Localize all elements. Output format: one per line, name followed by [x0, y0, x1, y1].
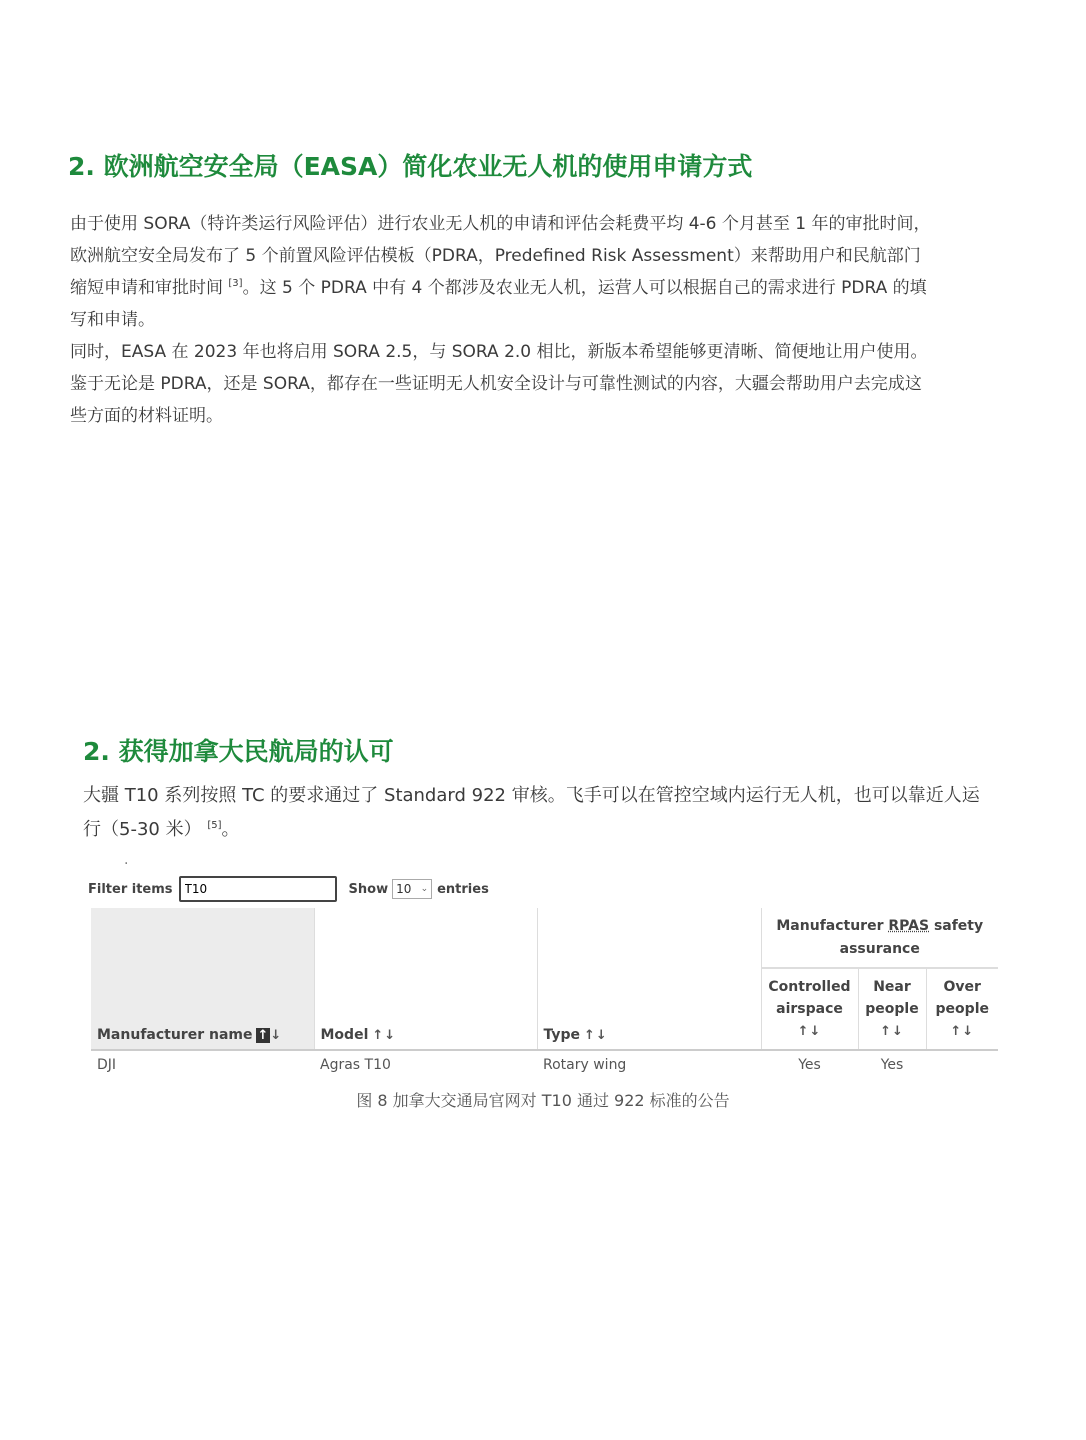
cell-over-people — [926, 1050, 998, 1077]
text-line: 些方面的材料证明。 — [70, 406, 223, 426]
text-line — [83, 813, 1013, 847]
text-line: 鉴于无论是 PDRA，还是 SORA，都存在一些证明无人机安全设计与可靠性测试的内容，大疆会帮助用户去完成这 — [70, 374, 922, 394]
column-label: Manufacturer name — [97, 1027, 253, 1043]
table-row — [91, 1050, 998, 1077]
text-line: 同时，EASA 在 2023 年也将启用 SORA 2.5，与 SORA 2.0 相比，新版本希望能够更清晰、简便地让用户使用。 — [70, 342, 928, 362]
sort-arrows-icon[interactable]: ↑↓ — [372, 1028, 397, 1043]
group-header-safety-assurance — [761, 908, 998, 968]
sort-arrows-icon[interactable]: ↑↓ — [950, 1024, 975, 1039]
entries-label: entries — [437, 881, 489, 897]
section-title-easa: 2. 欧洲航空安全局（EASA）简化农业无人机的使用申请方式 — [68, 152, 753, 181]
sort-arrows-icon[interactable]: ↑↓ — [257, 1028, 283, 1043]
group-label: safety — [933, 917, 984, 934]
text-fragment: 。这 5 个 PDRA 中有 4 个都涉及农业无人机，运营人可以根据自己的需求进行 PDRA 的填 — [242, 278, 927, 298]
stray-mark: · — [124, 856, 129, 872]
entries-select-value: 10 — [396, 882, 412, 896]
cell-controlled-airspace: Yes — [761, 1050, 858, 1077]
results-table — [91, 908, 998, 1077]
sort-arrows-icon[interactable]: ↑↓ — [584, 1028, 608, 1043]
section-title-canada: 2. 获得加拿大民航局的认可 — [83, 737, 394, 766]
sort-arrows-icon[interactable]: ↑↓ — [797, 1024, 822, 1039]
easa-paragraph — [70, 208, 990, 432]
text-line: 大疆 T10 系列按照 TC 的要求通过了 Standard 922 审核。飞手可以在管控空域内运行无人机，也可以靠近人运 — [83, 785, 980, 806]
text-line: 由于使用 SORA（特许类运行风险评估）进行农业无人机的申请和评估会耗费平均 4-6 个月甚至 1 年的审批时间， — [70, 214, 931, 234]
rpas-abbr: RPAS — [888, 917, 930, 934]
tc-table-screenshot — [88, 856, 1000, 1078]
column-label: Controlled — [768, 979, 851, 995]
column-header-manufacturer[interactable] — [91, 908, 314, 1050]
text-fragment: 行（5-30 米） — [83, 819, 202, 840]
column-header-over-people[interactable] — [926, 968, 998, 1050]
column-header-model[interactable] — [314, 908, 537, 1050]
text-line — [70, 272, 990, 304]
show-label: Show — [348, 881, 389, 897]
column-header-controlled-airspace[interactable] — [761, 968, 858, 1050]
text-line: 写和申请。 — [70, 310, 155, 330]
column-label: Over — [943, 979, 981, 995]
column-label: Type — [543, 1027, 581, 1043]
filter-label: Filter items — [88, 881, 173, 897]
text-fragment: 缩短申请和审批时间 — [70, 278, 223, 298]
column-label: people — [865, 1001, 919, 1017]
canada-paragraph — [83, 779, 1013, 847]
cell-near-people: Yes — [858, 1050, 926, 1077]
entries-select[interactable] — [392, 879, 432, 899]
column-label: Near — [873, 979, 911, 995]
sort-arrows-icon[interactable]: ↑↓ — [880, 1024, 904, 1039]
cell-model: Agras T10 — [314, 1050, 537, 1077]
reference-3[interactable]: [3] — [228, 278, 243, 289]
figure-caption: 图 8 加拿大交通局官网对 T10 通过 922 标准的公告 — [356, 1091, 730, 1110]
filter-input[interactable] — [179, 876, 337, 902]
group-label: assurance — [839, 940, 920, 957]
table-controls — [88, 874, 489, 904]
reference-5[interactable]: [5] — [207, 820, 222, 831]
column-label: airspace — [776, 1001, 843, 1017]
chevron-down-icon: ⌄ — [420, 884, 429, 894]
cell-type: Rotary wing — [537, 1050, 761, 1077]
cell-manufacturer: DJI — [91, 1050, 314, 1077]
column-header-near-people[interactable] — [858, 968, 926, 1050]
text-line: 欧洲航空安全局发布了 5 个前置风险评估模板（PDRA，Predefined Risk Assessment）来帮助用户和民航部门 — [70, 246, 921, 266]
column-label: people — [935, 1001, 989, 1017]
column-label: Model — [320, 1027, 369, 1043]
column-header-type[interactable] — [537, 908, 761, 1050]
group-label: Manufacturer — [776, 917, 884, 934]
text-fragment: 。 — [221, 819, 240, 840]
